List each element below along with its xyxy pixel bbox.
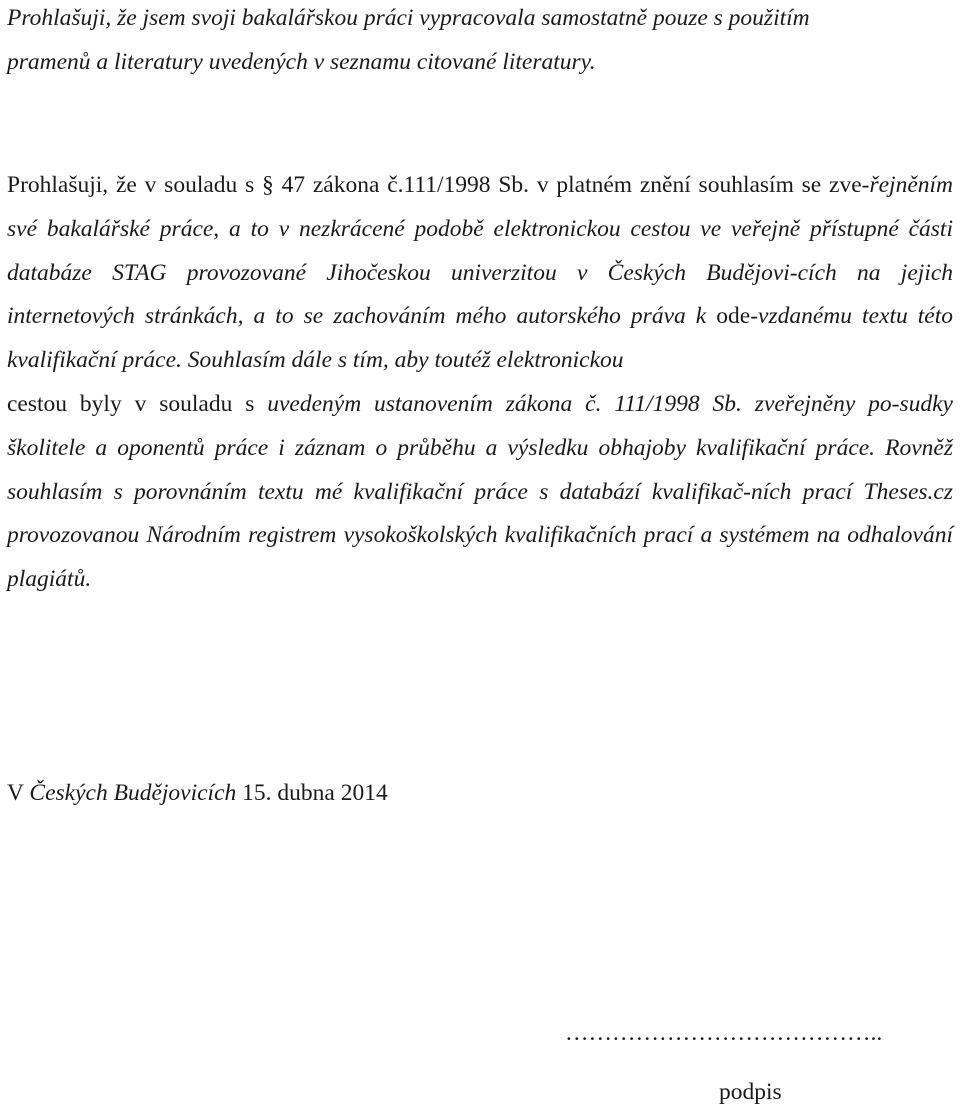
declaration-1-line-2: pramenů a literatury uvedených v seznamu citované literatury.: [7, 48, 596, 75]
signature-label: podpis: [719, 1079, 782, 1105]
declaration-2-seg-5: vzdanému textu této kvalifikační práce. Souhlasím dále s tím, aby toutéž elektronickou: [7, 303, 954, 374]
declaration-2-seg-7: uvedeným ustanovením zákona č. 111/1998 Sb. zveřejněny po-sudky školitele a oponentů práce i záznam o průběhu a výsledku obhajoby kvalifikační práce. Rovněž souhlasím s porovnáním textu mé kvalifikační práce s databází kvalifikač-ních prací Theses.cz provozovanou Národním registrem vysokoškolských kvalifikačních prací a systémem na odhalování plagiátů.: [7, 390, 953, 593]
publication-consent-declaration: [7, 164, 953, 602]
declaration-2-seg-1: Prohlašuji, že v souladu s: [7, 172, 263, 198]
place-and-date: [7, 772, 953, 816]
declaration-2-seg-4: ode-: [716, 303, 759, 330]
declaration-2-seg-3: řejněním své bakalářské práce, a to v nezkrácené podobě elektronickou cestou ve veřejně přístupné části databáze STAG provozované Jihočeskou univerzitou v Českých Budějovi-cích na jejich internetových stránkách, a to se zachováním mého autorského práva k: [7, 172, 954, 330]
declaration-2-seg-2: § 47 zákona č.111/1998 Sb. v platném znění souhlasím se zve-: [262, 172, 870, 198]
declaration-2-seg-6: cestou byly v souladu s: [7, 390, 268, 417]
place-prefix: V: [7, 780, 30, 806]
date-text: 15. dubna 2014: [236, 780, 388, 806]
signature-line: …………………………………..: [565, 1020, 883, 1046]
place-name: Českých Budějovicích: [29, 780, 237, 806]
declaration-1-line-1: Prohlašuji, že jsem svoji bakalářskou práci vypracovala samostatně pouze s použitím: [7, 5, 810, 31]
originality-declaration: [7, 0, 953, 85]
